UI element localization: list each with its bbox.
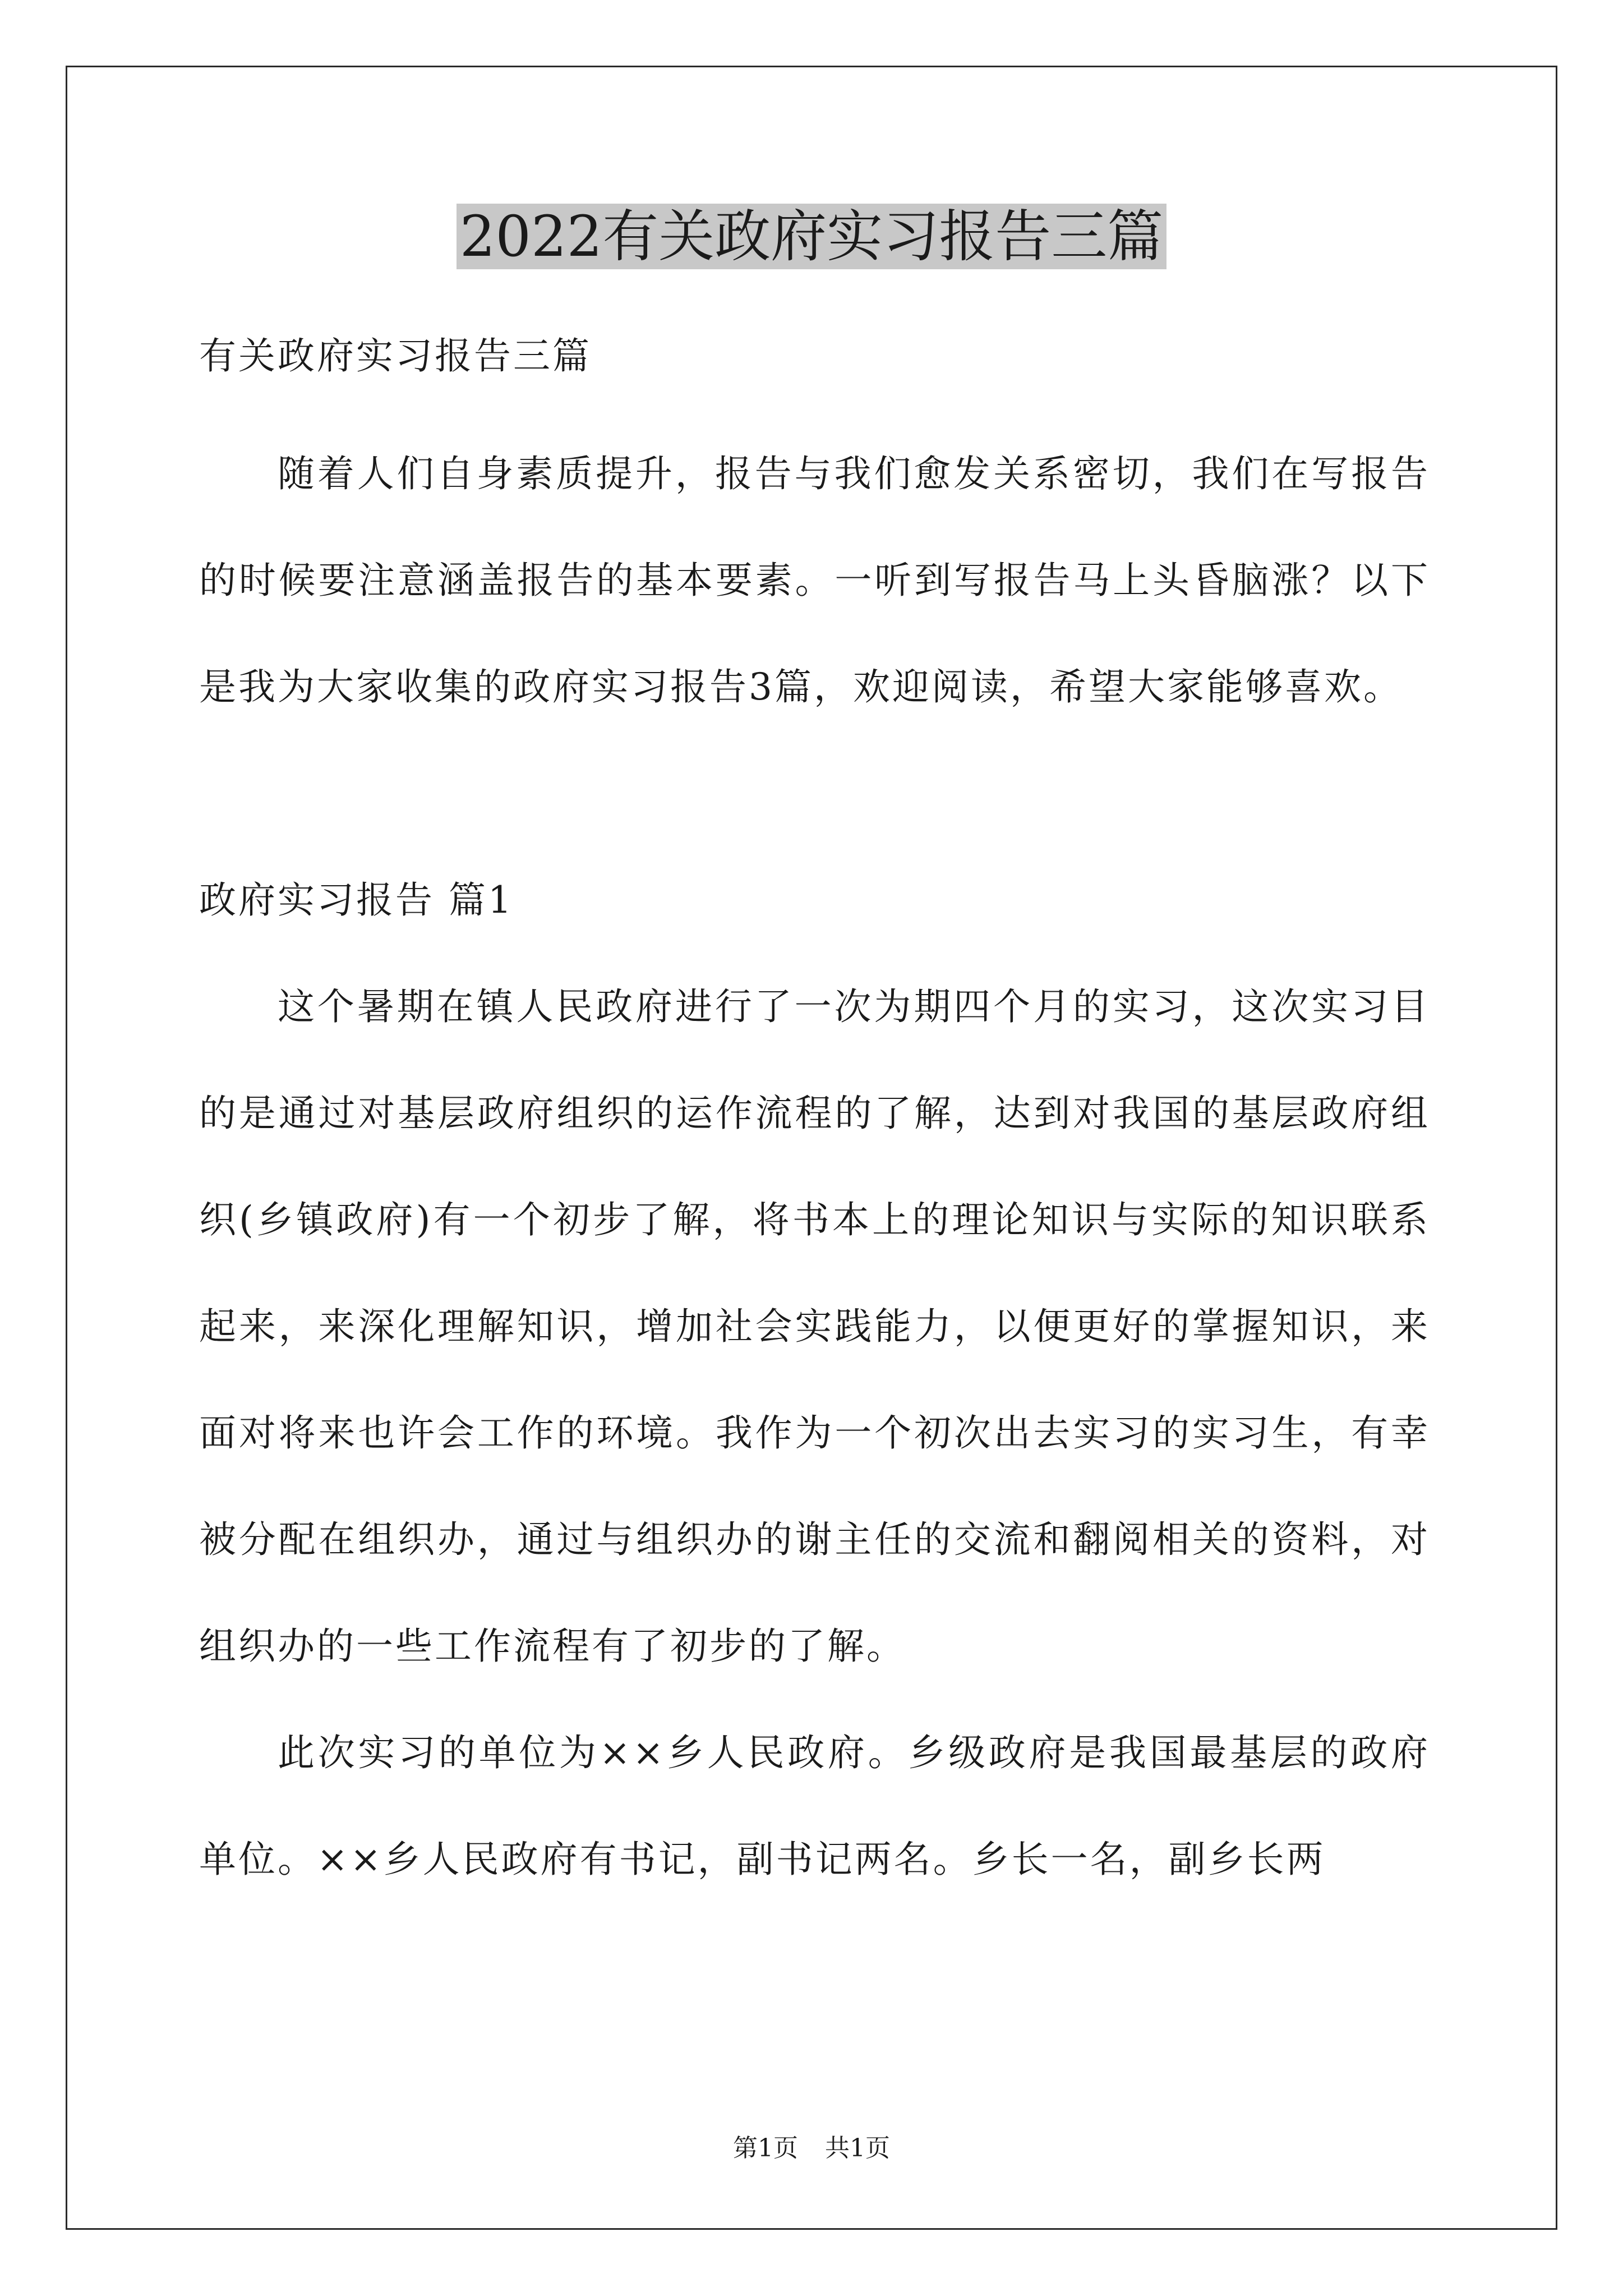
spacer [199, 740, 1430, 847]
page-footer [0, 2132, 1623, 2165]
section-heading: 政府实习报告 篇1 [199, 878, 514, 922]
body-paragraph-2: 此次实习的单位为××乡人民政府。乡级政府是我国最基层的政府单位。××乡人民政府有书记，副书记两名。乡长一名，副乡长两 [199, 1731, 1430, 1881]
page-number: 第1页 [733, 2134, 798, 2162]
document-body [199, 303, 1430, 1913]
document-title [0, 197, 1623, 276]
page-total: 共1页 [825, 2134, 890, 2162]
document-title-text: 2022有关政府实习报告三篇 [457, 204, 1167, 269]
intro-paragraph: 随着人们自身素质提升，报告与我们愈发关系密切，我们在写报告的时候要注意涵盖报告的基本要素。一听到写报告马上头昏脑涨？以下是我为大家收集的政府实习报告3篇，欢迎阅读，希望大家能够喜欢。 [199, 452, 1430, 708]
document-subtitle: 有关政府实习报告三篇 [199, 334, 592, 378]
body-paragraph-1: 这个暑期在镇人民政府进行了一次为期四个月的实习，这次实习目的是通过对基层政府组织的运作流程的了解，达到对我国的基层政府组织(乡镇政府)有一个初步了解，将书本上的理论知识与实际的知识联系起来，来深化理解知识，增加社会实践能力，以便更好的掌握知识，来面对将来也许会工作的环境。我作为一个初次出去实习的实习生，有幸被分配在组织办，通过与组织办的谢主任的交流和翻阅相关的资料，对组织办的一些工作流程有了初步的了解。 [199, 985, 1430, 1668]
spacer [199, 409, 1430, 421]
